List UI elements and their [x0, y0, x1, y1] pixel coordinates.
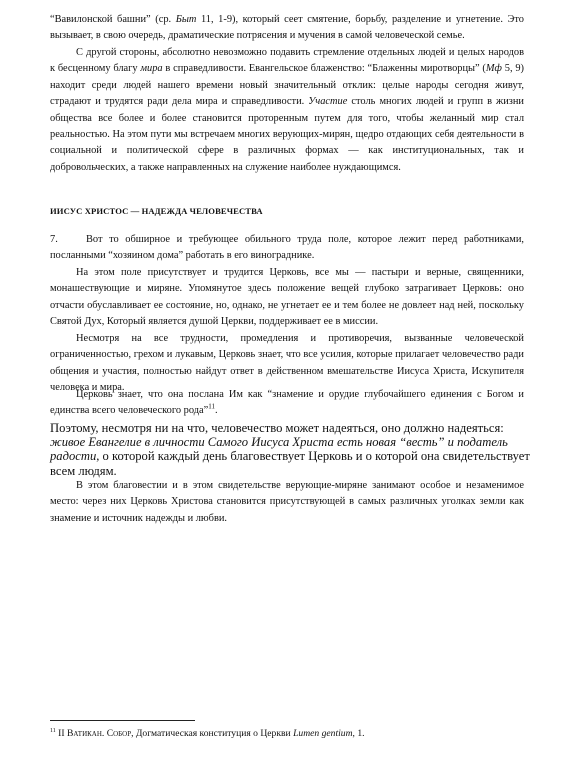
italic-text: мира	[140, 63, 163, 75]
footnote-divider	[50, 720, 195, 721]
paragraph-1	[50, 12, 524, 45]
text: столь многих людей и групп в жизни общества все более и более становится проторенным путем для того, чтобы желанный мир стал реальностью. На этом пути мы встречаем многих верующих-мирян, щедро отдающих себя деятельности в социальной и политической сфере в различных формах — как институциональных, так и добровольческих, а также направленных на служение наиболее нуждающимся.	[50, 96, 524, 173]
paragraph-church-sent	[50, 387, 524, 420]
text: , 1.	[352, 728, 365, 739]
small-caps-text: Ватикан. Собор	[66, 728, 132, 739]
footnote-reference[interactable]: 11	[208, 402, 215, 411]
paragraph-2	[50, 45, 524, 176]
text: .	[215, 405, 218, 417]
paragraph-hope	[50, 421, 530, 478]
text: Церковь знает, что она послана Им как “знамение и орудие глубочайшего единения с Богом и единства всего человеческого рода”	[50, 389, 524, 417]
italic-text: Участие	[308, 96, 348, 108]
footnote-number: 11	[50, 727, 56, 734]
italic-text: Lumen gentium	[293, 728, 353, 739]
text: С другой стороны, абсолютно невозможно подавить стремление отдельных людей и целых народов к бесценному благу	[50, 47, 524, 75]
paragraph-church-present: На этом поле присутствует и трудится Церковь, все мы — пастыри и верные, священники, монашествующие и миряне. Упомянутое здесь положение вещей глубоко затрагивает Церковь: оно отчасти обуславливает ее состояние, но, однако, не угнетает ее и тем более не довлеет над ней, поскольку Святой Дух, Который является душой Церкви, поддерживает ее в миссии.	[50, 267, 524, 328]
text: Вот то обширное и требующее обильного труда поле, которое лежит перед работниками, посланными “хозяином дома” работать в его винограднике.	[50, 234, 524, 262]
text: , Догматическая конституция о Церкви	[131, 728, 294, 739]
text: 5, 9) находит среди людей нашего времени новый значительный отклик: целые народы сегодня живут, страдают и трудятся ради дела мира и справедливости.	[50, 63, 524, 108]
footnote	[50, 728, 365, 740]
text: Поэтому, несмотря ни на что, человечество может надеяться, оно должно надеяться:	[50, 421, 504, 435]
paragraph-laity: В этом благовестии и в этом свидетельстве верующие-миряне занимают особое и незаменимое место: через них Церковь Христова становится присутствующей в самых различных уголках земли как знамение и источник надежды и любви.	[50, 480, 524, 524]
italic-text: Быт	[175, 14, 197, 25]
paragraph-number: 7.	[50, 234, 58, 245]
paragraph-7	[50, 232, 524, 265]
text: в справедливости. Евангельское блаженство: “Блаженны миротворцы” (	[162, 63, 486, 75]
text: , о которой каждый день благовествует Церковь и о которой она свидетельствует всем людям.	[50, 449, 530, 478]
section-heading: ИИСУС ХРИСТОС — НАДЕЖДА ЧЕЛОВЕЧЕСТВА	[50, 206, 263, 216]
paragraph-difficulties: Несмотря на все трудности, промедления и противоречия, вызванные человеческой ограниченностью, грехом и лукавым, Церковь знает, что все усилия, которые прилагает человечество ради общения и участия, полностью найдут ответ в действенном вмешательстве Иисуса Христа, Искупителя человека и мира.	[50, 333, 524, 394]
italic-text: Мф	[485, 63, 502, 75]
text: 11, 1-9), который сеет смятение, борьбу, разделение и угнетение. Это вызывает, в свою очередь, драматические потрясения и мучения в самой человеческой семье.	[50, 14, 524, 42]
italic-text: живое Евангелие в личности Самого Иисуса Христа есть новая “весть” и податель радости	[50, 435, 508, 464]
text: II	[55, 728, 67, 739]
text: “Вавилонской башни” (ср.	[50, 14, 176, 25]
